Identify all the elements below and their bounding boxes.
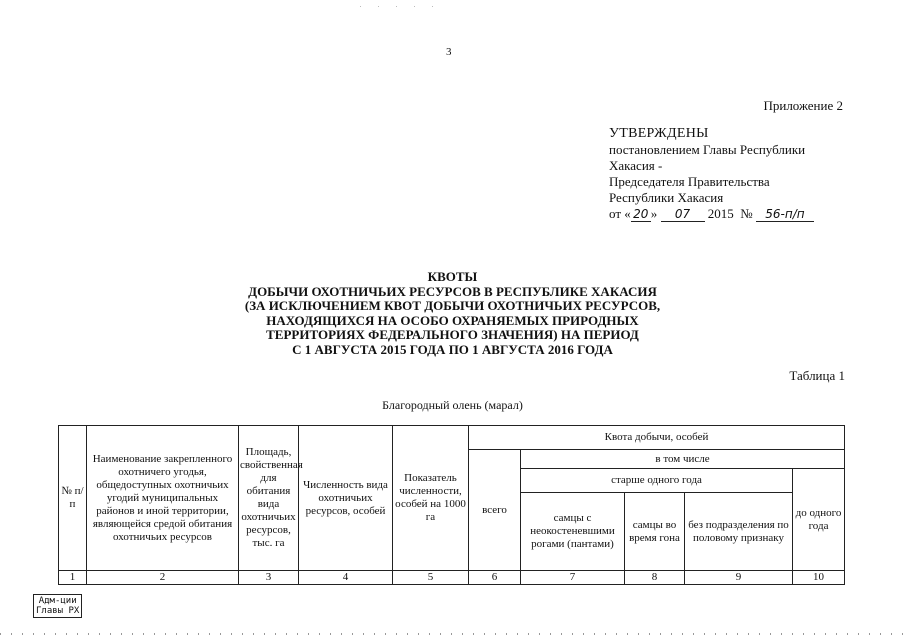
header-population: Численность вида охотничьих ресурсов, особей [299, 426, 393, 571]
approval-line-1: постановлением Главы Республики [609, 142, 806, 157]
header-territory-name: Наименование закрепленного охотничего угодья, общедоступных охотничьих угодий муниципальных районов и иной территории, являющейся средой обитания охотничьих ресурсов [87, 426, 239, 571]
approval-date-line [609, 206, 814, 222]
header-males-rut: самцы во время гона [625, 493, 685, 571]
heading-line-6: С 1 АВГУСТА 2015 ГОДА ПО 1 АВГУСТА 2016 ГОДА [292, 341, 613, 357]
date-mid: » [650, 206, 658, 221]
header-males-antlers: самцы с неокостеневшими рогами (пантами) [521, 493, 625, 571]
header-including: в том числе [521, 450, 845, 469]
column-number-cell: 5 [393, 571, 469, 585]
header-number: № п/ п [59, 426, 87, 571]
header-area: Площадь, свойственная для обитания вида охотничьих ресурсов, тыс. га [239, 426, 299, 571]
date-prefix: от « [609, 206, 631, 221]
annex-label: Приложение 2 [763, 98, 843, 113]
header-quota: Квота добычи, особей [469, 426, 845, 450]
heading-line-1: КВОТЫ [427, 269, 478, 284]
header-older-than-one: старше одного года [521, 469, 793, 493]
number-handwritten: 56-п/п [756, 208, 814, 222]
document-heading [140, 270, 765, 358]
column-number-cell: 10 [793, 571, 845, 585]
date-month-handwritten: 07 [661, 208, 705, 222]
stamp-line-2: Главы РХ [36, 606, 80, 616]
column-number-cell: 2 [87, 571, 239, 585]
heading-line-5: ТЕРРИТОРИЯХ ФЕДЕРАЛЬНОГО ЗНАЧЕНИЯ) НА ПЕРИОД [266, 327, 639, 343]
column-number-cell: 1 [59, 571, 87, 585]
header-under-one-year: до одного года [793, 469, 845, 571]
header-density: Показатель численности, особей на 1000 га [393, 426, 469, 571]
scan-artifact-top [360, 6, 440, 7]
approval-line-2: Хакасия - [609, 158, 663, 173]
column-number-cell: 9 [685, 571, 793, 585]
scan-artifact-bottom [0, 633, 905, 635]
stamp-line-1: Адм-ции [38, 596, 77, 606]
approval-title: УТВЕРЖДЕНЫ [609, 126, 709, 141]
approval-line-3: Председателя Правительства [609, 174, 770, 189]
date-day-handwritten: 20 [631, 208, 651, 222]
column-number-cell: 4 [299, 571, 393, 585]
heading-line-4: НАХОДЯЩИХСЯ НА ОСОБО ОХРАНЯЕМЫХ ПРИРОДНЫХ [266, 312, 639, 328]
column-number-cell: 8 [625, 571, 685, 585]
species-caption: Благородный олень (марал) [382, 398, 523, 412]
page-number: 3 [446, 46, 452, 58]
date-year: 2015 [707, 206, 734, 221]
heading-line-2: ДОБЫЧИ ОХОТНИЧЬИХ РЕСУРСОВ В РЕСПУБЛИКЕ ХАКАСИЯ [248, 283, 657, 299]
header-total: всего [469, 450, 521, 571]
registry-stamp [33, 594, 82, 618]
heading-line-3: (ЗА ИСКЛЮЧЕНИЕМ КВОТ ДОБЫЧИ ОХОТНИЧЬИХ РЕСУРСОВ, [244, 298, 661, 314]
quota-table [58, 425, 845, 585]
column-number-cell: 3 [239, 571, 299, 585]
number-label: № [740, 206, 753, 221]
column-number-cell: 6 [469, 571, 521, 585]
approval-block [609, 126, 814, 222]
header-no-sex-division: без подразделения по половому признаку [685, 493, 793, 571]
column-number-cell: 7 [521, 571, 625, 585]
table-label: Таблица 1 [789, 368, 845, 383]
approval-line-4: Республики Хакасия [609, 190, 724, 205]
